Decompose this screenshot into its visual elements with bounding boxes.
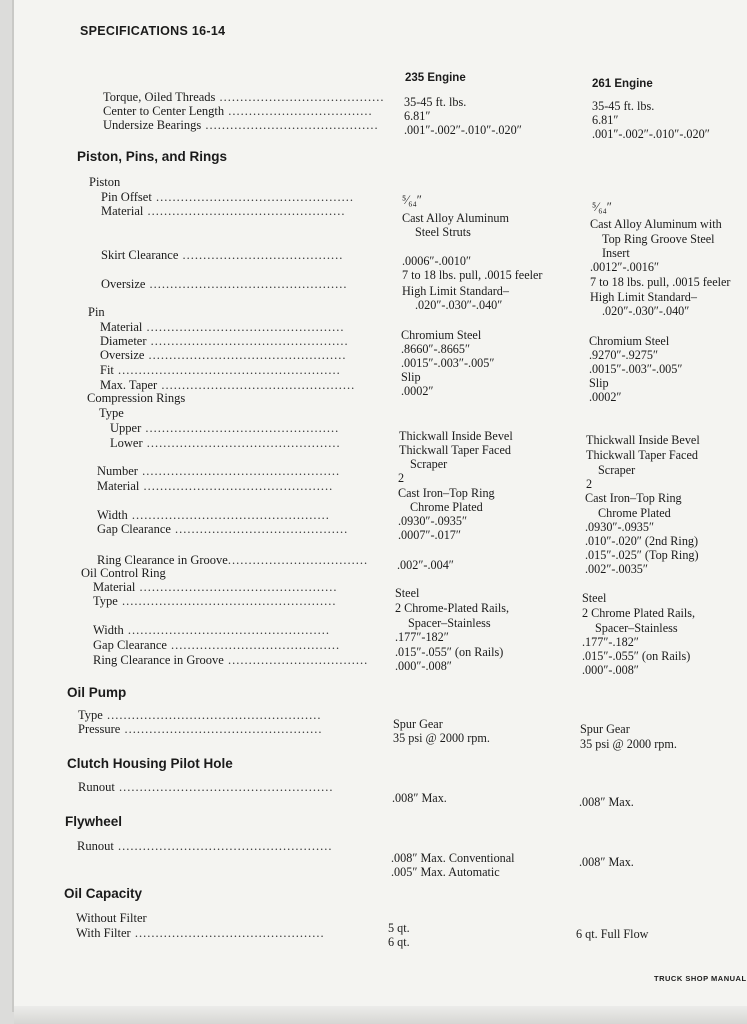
- label-pin-fit: Fit ......................................................: [100, 363, 341, 377]
- section-piston-pins-rings: Piston, Pins, and Rings: [77, 149, 228, 164]
- label-undersize: Undersize Bearings ..........................................: [103, 118, 379, 132]
- e235-with-filter: 6 qt.: [388, 935, 410, 949]
- e261-torque: 35-45 ft. lbs.: [592, 99, 655, 113]
- e235-lower-2: Scraper: [410, 457, 448, 471]
- label-ring-type: Type: [99, 406, 124, 420]
- e261-piston-oversize-2: .020″-.030″-.040″: [602, 304, 690, 318]
- label-flywheel-runout: Runout ....................................................: [77, 839, 333, 853]
- e235-torque: 35-45 ft. lbs.: [404, 95, 467, 109]
- e261-oil-ring-groove: .000″-.008″: [582, 663, 639, 677]
- label-clutch-runout: Runout ....................................................: [78, 780, 334, 794]
- e261-undersize: .001″-.002″-.010″-.020″: [592, 127, 710, 141]
- e261-pin-material: Chromium Steel: [589, 334, 670, 348]
- e235-oil-ring-groove: .000″-.008″: [395, 659, 452, 673]
- e261-ring-width: .0930″-.0935″: [585, 520, 655, 534]
- label-torque: Torque, Oiled Threads ........................................: [103, 90, 385, 104]
- e261-skirt-clearance: .0012″-.0016″: [590, 260, 660, 274]
- label-oil-ring-type: Type ....................................................: [93, 594, 337, 608]
- section-clutch-housing: Clutch Housing Pilot Hole: [67, 756, 233, 771]
- e235-without-filter: 5 qt.: [388, 921, 410, 935]
- label-ring-gap: Gap Clearance ..........................................: [97, 522, 349, 536]
- e235-upper: Thickwall Inside Bevel: [399, 429, 513, 443]
- label-pin-offset: Pin Offset ................................................: [101, 190, 354, 204]
- e261-clutch-runout: .008″ Max.: [579, 795, 634, 809]
- e261-skirt-feeler: 7 to 18 lbs. pull, .0015 feeler: [590, 275, 731, 289]
- e235-oil-ring-gap: .015″-.055″ (on Rails): [395, 645, 504, 659]
- e261-lower-1: Thickwall Taper Faced: [586, 448, 698, 462]
- e235-flywheel-automatic: .005″ Max. Automatic: [391, 865, 500, 879]
- e261-piston-material-2: Top Ring Groove Steel: [602, 232, 715, 246]
- e261-pin-diameter: .9270″-.9275″: [589, 348, 659, 362]
- label-ring-width: Width ................................................: [97, 508, 330, 522]
- e235-ring-gap: .0007″-.017″: [398, 528, 461, 542]
- e235-pin-material: Chromium Steel: [401, 328, 482, 342]
- e235-oil-ring-type-1: 2 Chrome-Plated Rails,: [395, 601, 510, 615]
- e261-oil-ring-type-2: Spacer–Stainless: [595, 621, 678, 635]
- label-oil-control-ring: Oil Control Ring: [81, 566, 166, 580]
- e261-oil-ring-material: Steel: [582, 591, 607, 605]
- e235-pump-pressure: 35 psi @ 2000 rpm.: [393, 731, 490, 745]
- label-pin: Pin: [88, 305, 105, 319]
- e261-center: 6.81″: [592, 113, 619, 127]
- page-edge: [14, 1006, 747, 1024]
- label-pump-pressure: Pressure ................................................: [78, 722, 323, 736]
- label-ring-material: Material ..............................................: [97, 479, 334, 493]
- e261-piston-material-3: Insert: [602, 246, 630, 260]
- e235-skirt-feeler: 7 to 18 lbs. pull, .0015 feeler: [402, 268, 543, 282]
- manual-page: [14, 0, 747, 1012]
- label-oil-ring-gap: Gap Clearance .........................................: [93, 638, 341, 652]
- label-oil-ring-width: Width .................................................: [93, 623, 330, 637]
- e235-piston-material-2: Steel Struts: [415, 225, 471, 239]
- e261-max-taper: .0002″: [589, 390, 622, 404]
- label-piston-oversize: Oversize ................................................: [101, 277, 348, 291]
- label-piston-material: Material ................................................: [101, 204, 346, 218]
- e235-undersize: .001″-.002″-.010″-.020″: [404, 123, 522, 137]
- e235-oil-ring-type-2: Spacer–Stainless: [408, 616, 491, 630]
- e235-skirt-clearance: .0006″-.0010″: [402, 254, 472, 268]
- label-pin-diameter: Diameter ................................................: [100, 334, 349, 348]
- label-skirt-clearance: Skirt Clearance .......................................: [101, 248, 344, 262]
- e261-lower-2: Scraper: [598, 463, 636, 477]
- label-upper: Upper ...............................................: [110, 421, 340, 435]
- e261-ring-material-1: Cast Iron–Top Ring: [585, 491, 682, 505]
- label-compression-rings: Compression Rings: [87, 391, 186, 405]
- e261-pin-fit: Slip: [589, 376, 609, 390]
- section-oil-pump: Oil Pump: [67, 685, 127, 700]
- label-lower: Lower ...............................................: [110, 436, 341, 450]
- label-piston: Piston: [89, 175, 121, 189]
- e235-ring-width: .0930″-.0935″: [398, 514, 468, 528]
- e261-with-filter: 6 qt. Full Flow: [576, 927, 649, 941]
- page-footer: TRUCK SHOP MANUAL: [654, 974, 747, 983]
- label-pump-type: Type ....................................................: [78, 708, 322, 722]
- e261-oil-ring-width: .177″-.182″: [582, 635, 639, 649]
- label-center-length: Center to Center Length ...................................: [103, 104, 373, 118]
- e235-ring-groove: .002″-.004″: [397, 558, 454, 572]
- label-with-filter: With Filter ..............................................: [76, 926, 325, 940]
- e235-pin-diameter: .8660″-.8665″: [401, 342, 471, 356]
- label-oil-ring-groove: Ring Clearance in Groove ..................................: [93, 653, 369, 667]
- e235-ring-number: 2: [398, 471, 405, 485]
- e261-pin-oversize: .0015″-.003″-.005″: [589, 362, 683, 376]
- page-header: SPECIFICATIONS 16-14: [80, 24, 226, 38]
- e235-pin-fit: Slip: [401, 370, 421, 384]
- e235-ring-material-2: Chrome Plated: [410, 500, 483, 514]
- e235-piston-material-1: Cast Alloy Aluminum: [402, 211, 509, 225]
- e261-ring-groove: .002″-.0035″: [585, 562, 648, 576]
- e235-clutch-runout: .008″ Max.: [392, 791, 447, 805]
- e261-upper: Thickwall Inside Bevel: [586, 433, 700, 447]
- e261-piston-material-1: Cast Alloy Aluminum with: [590, 217, 722, 231]
- section-oil-capacity: Oil Capacity: [64, 886, 143, 901]
- label-oil-ring-material: Material ................................................: [93, 580, 338, 594]
- e261-flywheel-runout: .008″ Max.: [579, 855, 634, 869]
- e235-flywheel-conventional: .008″ Max. Conventional: [391, 851, 515, 865]
- label-without-filter: Without Filter: [76, 911, 147, 925]
- e261-oil-ring-gap: .015″-.055″ (on Rails): [582, 649, 691, 663]
- e261-pump-pressure: 35 psi @ 2000 rpm.: [580, 737, 677, 751]
- e235-piston-oversize-2: .020″-.030″-.040″: [415, 298, 503, 312]
- e261-ring-material-2: Chrome Plated: [598, 506, 671, 520]
- e235-oil-ring-material: Steel: [395, 586, 420, 600]
- e261-oil-ring-type-1: 2 Chrome Plated Rails,: [582, 606, 696, 620]
- label-pin-oversize: Oversize ................................................: [100, 348, 347, 362]
- e261-piston-oversize-1: High Limit Standard–: [590, 290, 697, 304]
- e235-pin-oversize: .0015″-.003″-.005″: [401, 356, 495, 370]
- e235-ring-material-1: Cast Iron–Top Ring: [398, 486, 495, 500]
- e235-max-taper: .0002″: [401, 384, 434, 398]
- label-pin-material: Material ................................................: [100, 320, 345, 334]
- e261-ring-gap-2nd: .010″-.020″ (2nd Ring): [585, 534, 699, 548]
- column-header-235: 235 Engine: [405, 72, 466, 84]
- e261-ring-number: 2: [586, 477, 593, 491]
- e235-lower-1: Thickwall Taper Faced: [399, 443, 511, 457]
- e261-pump-type: Spur Gear: [580, 722, 630, 736]
- e261-ring-gap-top: .015″-.025″ (Top Ring): [585, 548, 699, 562]
- e235-center: 6.81″: [404, 109, 431, 123]
- column-header-261: 261 Engine: [592, 78, 653, 90]
- e235-oil-ring-width: .177″-182″: [395, 630, 449, 644]
- e261-pin-offset: ⁵⁄₆₄″: [592, 200, 612, 214]
- label-ring-number: Number ................................................: [97, 464, 341, 478]
- section-flywheel: Flywheel: [65, 814, 123, 829]
- e235-piston-oversize-1: High Limit Standard–: [402, 284, 509, 298]
- e235-pin-offset: ⁵⁄₆₄″: [402, 193, 422, 207]
- label-max-taper: Max. Taper ...............................................: [100, 378, 356, 392]
- e235-pump-type: Spur Gear: [393, 717, 443, 731]
- label-ring-groove: Ring Clearance in Groove..................................: [97, 553, 369, 567]
